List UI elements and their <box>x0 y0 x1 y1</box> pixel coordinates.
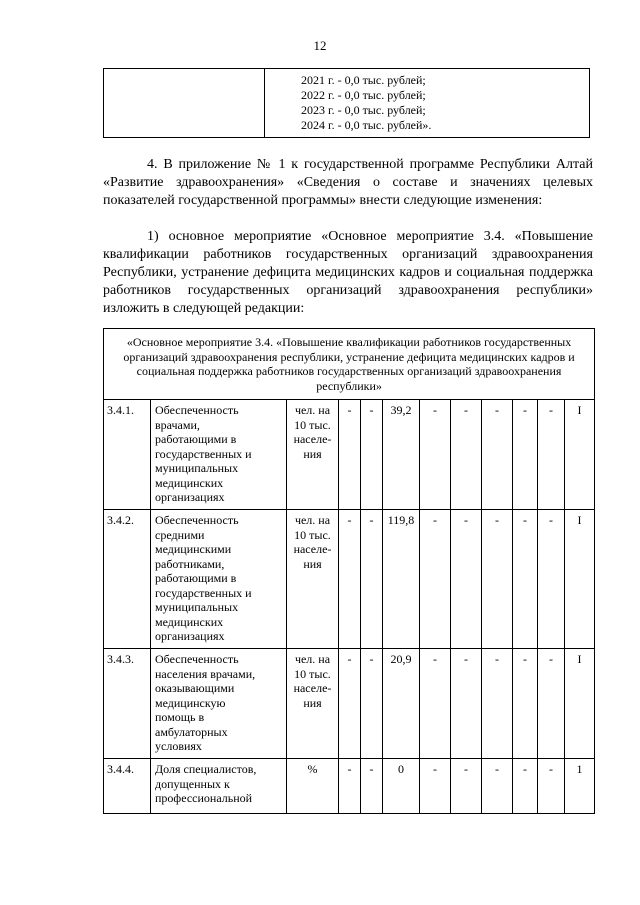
table-header: «Основное мероприятие 3.4. «Повышение квалификации работников государственных организаций здравоохранения республики, устранение дефицита медицинских кадров и социальная поддержка работников государственных организаций здравоохранения республики» <box>104 329 595 400</box>
budget-line: 2023 г. - 0,0 тыс. рублей; <box>301 103 426 117</box>
row-unit: % <box>287 759 339 814</box>
row-value: - <box>513 510 538 649</box>
row-value: - <box>339 649 361 759</box>
row-value: - <box>538 510 565 649</box>
row-value: 119,8 <box>383 510 420 649</box>
budget-table-values-cell <box>265 69 590 138</box>
paragraph-4: 4. В приложение № 1 к государственной программе Республики Алтай «Развитие здравоохранения» «Сведения о составе и значениях целевых показателей государственной программы» внести следующие изменения: <box>103 157 593 208</box>
row-code: 3.4.4. <box>104 759 151 814</box>
row-value: - <box>482 510 513 649</box>
paragraph-1: 1) основное мероприятие «Основное мероприятие 3.4. «Повышение квалификации работников государственных организаций здравоохранения Республики, устранение дефицита медицинских кадров и социальная поддержка работников государственных организаций здравоохранения республики» изложить в следующей редакции: <box>103 229 593 316</box>
row-value: - <box>482 649 513 759</box>
row-value: - <box>538 400 565 510</box>
row-code: 3.4.3. <box>104 649 151 759</box>
row-value: - <box>420 510 451 649</box>
row-value: - <box>451 400 482 510</box>
row-value: - <box>339 759 361 814</box>
row-value: 1 <box>565 759 595 814</box>
row-value: 39,2 <box>383 400 420 510</box>
row-value: - <box>420 649 451 759</box>
row-name: Обеспеченность населения врачами, оказывающими медицинскую помощь в амбулаторных условиях <box>151 649 287 759</box>
row-value: - <box>339 510 361 649</box>
row-unit: чел. на 10 тыс. населе-ния <box>287 510 339 649</box>
page-number: 12 <box>313 38 327 53</box>
table-row <box>104 649 595 759</box>
row-value: - <box>361 510 383 649</box>
row-value: - <box>361 759 383 814</box>
table-row <box>104 510 595 649</box>
budget-table <box>103 68 590 138</box>
row-value: - <box>361 400 383 510</box>
row-value: - <box>513 649 538 759</box>
budget-line: 2022 г. - 0,0 тыс. рублей; <box>301 88 426 102</box>
row-value: - <box>339 400 361 510</box>
row-code: 3.4.1. <box>104 400 151 510</box>
row-value: - <box>420 759 451 814</box>
row-value: - <box>482 400 513 510</box>
row-value: - <box>451 649 482 759</box>
row-value: - <box>513 759 538 814</box>
table-row <box>104 759 595 814</box>
row-value: - <box>361 649 383 759</box>
row-name: Обеспеченность врачами, работающими в государственных и муниципальных медицинских организациях <box>151 400 287 510</box>
row-value: - <box>451 510 482 649</box>
row-value: 0 <box>383 759 420 814</box>
indicators-table <box>103 328 595 814</box>
row-value: I <box>565 510 595 649</box>
row-value: I <box>565 649 595 759</box>
table-row <box>104 400 595 510</box>
budget-table-empty-cell <box>104 69 265 138</box>
row-value: - <box>451 759 482 814</box>
row-value: - <box>513 400 538 510</box>
row-value: - <box>538 759 565 814</box>
row-code: 3.4.2. <box>104 510 151 649</box>
budget-line: 2024 г. - 0,0 тыс. рублей». <box>301 118 432 132</box>
row-unit: чел. на 10 тыс. населе-ния <box>287 400 339 510</box>
row-value: I <box>565 400 595 510</box>
budget-line: 2021 г. - 0,0 тыс. рублей; <box>301 73 426 87</box>
row-value: - <box>482 759 513 814</box>
row-value: 20,9 <box>383 649 420 759</box>
row-name: Обеспеченность средними медицинскими работниками, работающими в государственных и муниципальных медицинских организациях <box>151 510 287 649</box>
row-value: - <box>538 649 565 759</box>
row-unit: чел. на 10 тыс. населе-ния <box>287 649 339 759</box>
row-value: - <box>420 400 451 510</box>
row-name: Доля специалистов, допущенных к профессиональной <box>151 759 287 814</box>
